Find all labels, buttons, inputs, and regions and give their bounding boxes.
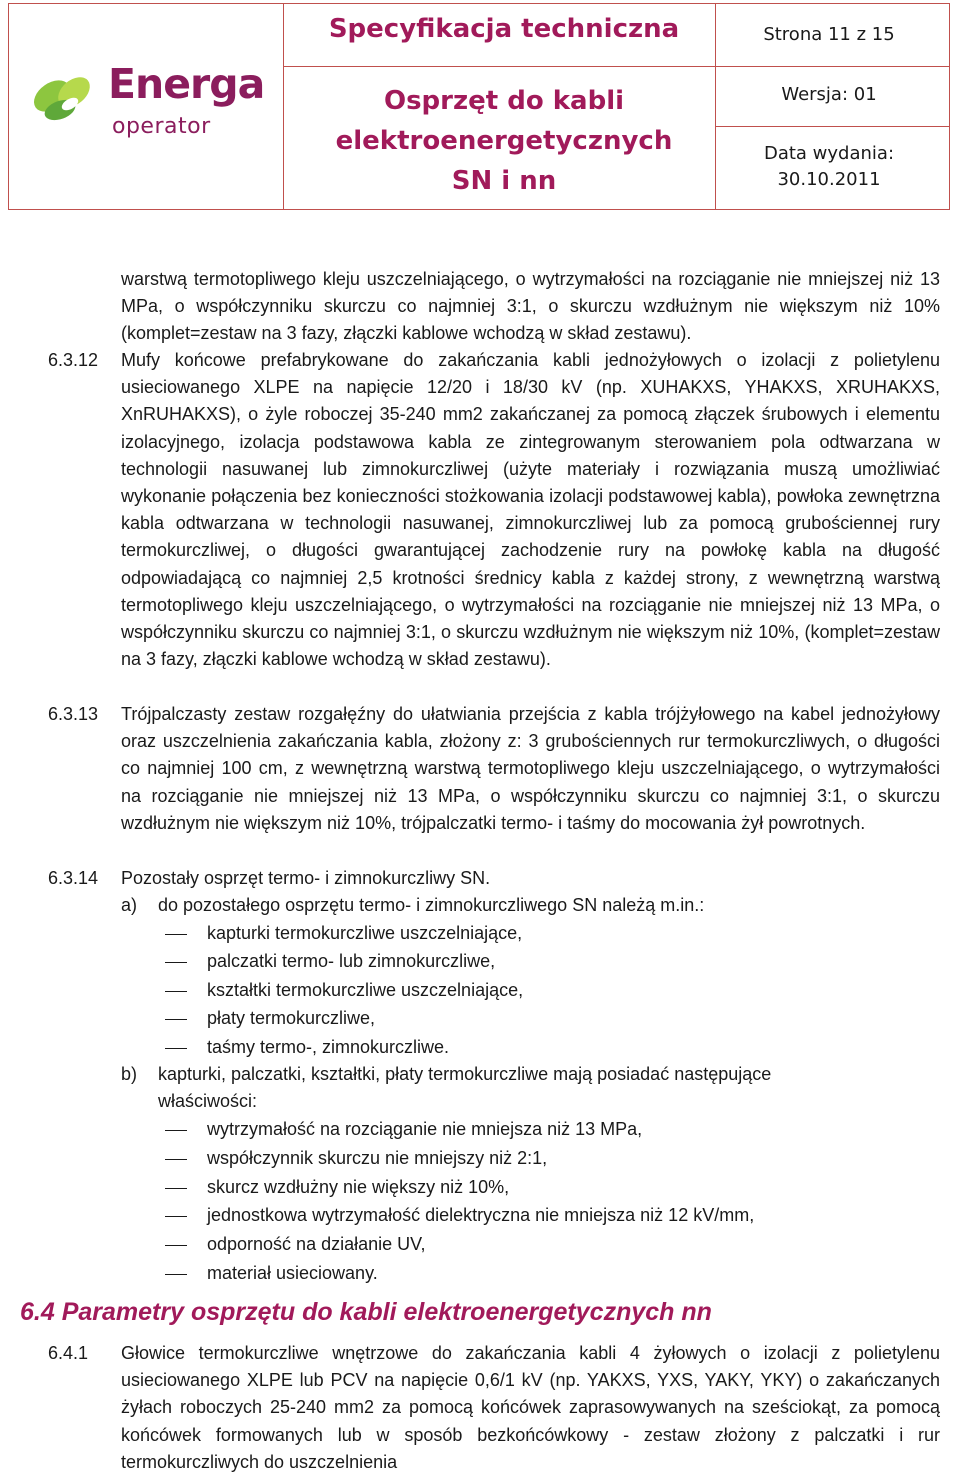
list-item: współczynnik skurczu nie mniejszy niż 2:1,: [207, 1148, 548, 1168]
list-item: jednostkowa wytrzymałość dielektryczna nie mniejsza niż 12 kV/mm,: [207, 1205, 755, 1225]
version-label: Wersja: 01: [781, 84, 877, 105]
section-number: 6.4.1: [48, 1343, 89, 1363]
section-number: 6.3.14: [48, 868, 99, 888]
subject-line: elektroenergetycznych: [335, 126, 673, 156]
list-item: skurcz wzdłużny nie większy niż 10%,: [207, 1177, 510, 1197]
list-item: kapturki termokurczliwe uszczelniające,: [207, 923, 523, 943]
list-b-text: właściwości:: [158, 1091, 258, 1111]
list-a-text: do pozostałego osprzętu termo- i zimnokurczliwego SN należą m.in.:: [158, 895, 705, 915]
header-divider: [283, 66, 949, 67]
logo-wordmark: Energa: [108, 60, 265, 108]
section-heading-6-4: 6.4 Parametry osprzętu do kabli elektroenergetycznych nn: [20, 1298, 712, 1326]
list-item: płaty termokurczliwe,: [207, 1008, 376, 1028]
page-number: Strona 11 z 15: [763, 24, 895, 45]
logo-subtitle: operator: [112, 114, 211, 139]
dash-bullet: [165, 962, 187, 963]
list-item: taśmy termo-, zimnokurczliwe.: [207, 1037, 450, 1057]
list-b-text: kapturki, palczatki, kształtki, płaty termokurczliwe mają posiadać następujące: [158, 1064, 772, 1084]
dash-bullet: [165, 934, 187, 935]
list-item: materiał usieciowany.: [207, 1263, 378, 1283]
energa-logo: [22, 58, 265, 148]
list-item: kształtki termokurczliwe uszczelniające,: [207, 980, 524, 1000]
document-type-title: Specyfikacja techniczna: [328, 14, 680, 44]
dash-bullet: [165, 1216, 187, 1217]
dash-bullet: [165, 1048, 187, 1049]
subject-line: Osprzęt do kabli: [383, 86, 625, 116]
dash-bullet: [165, 1274, 187, 1275]
section-number: 6.3.13: [48, 704, 99, 724]
list-marker: b): [121, 1064, 138, 1084]
dash-bullet: [165, 1019, 187, 1020]
section-6-3-14-text: Pozostały osprzęt termo- i zimnokurczliwy SN.: [121, 868, 491, 888]
document-subject: [284, 81, 724, 201]
dash-bullet: [165, 1159, 187, 1160]
header-divider: [715, 126, 949, 127]
section-6-4-1-text: Głowice termokurczliwe wnętrzowe do zakańczania kabli 4 żyłowych o izolacji z polietylenu usieciowanego XLPE lub PCV na napięcie 0,6/1 kV (np. YAKXS, YXS, YAKY, YKY) o zakańczanych żyłach roboczych 25-240 mm2 za pomocą końcówek zaprasowywanych na sześciokąt, za pomocą końcówek formowanych lub w sposób bezkońcówkowy - zestaw złożony z palczatki i rur termokurczliwych do uszczelnienia: [121, 1343, 940, 1472]
dash-bullet: [165, 991, 187, 992]
dash-bullet: [165, 1188, 187, 1189]
leaf-icon: [30, 62, 100, 132]
section-number: 6.3.12: [48, 350, 99, 370]
list-item: odporność na działanie UV,: [207, 1234, 426, 1254]
list-item: wytrzymałość na rozciąganie nie mniejsza niż 13 MPa,: [207, 1119, 643, 1139]
dash-bullet: [165, 1245, 187, 1246]
subject-line: SN i nn: [451, 166, 557, 196]
paragraph-continuation: warstwą termotopliwego kleju uszczelniającego, o wytrzymałości na rozciąganie nie mniejszej niż 13 MPa, o współczynniku skurczu co najmniej 3:1, o skurczu wzdłużnym nie większym niż 10% (komplet=zestaw na 3 fazy, złączki kablowe wchodzą w skład zestawu).: [121, 269, 940, 344]
list-marker: a): [121, 895, 138, 915]
dash-bullet: [165, 1130, 187, 1131]
section-6-3-12-text: Mufy końcowe prefabrykowane do zakańczania kabli jednożyłowych o izolacji z polietylenu usieciowanego XLPE na napięcie 12/20 i 18/30 kV (np. XUHAKXS, YHAKXS, XRUHAKXS, XnRUHAKXS), o żyle roboczej 35-240 mm2 zakańczanej za pomocą złączek śrubowych i elementu izolacyjnego, izolacja podstawowa kabla ze zintegrowanym sterowaniem pola odtwarzana w technologii nasuwanej lub zimnokurczliwej (użyte materiały i rozwiązania muszą umożliwiać wykonanie połączenia bez konieczności stożkowania izolacji podstawowej kabla), powłoka zewnętrzna kabla odtwarzana w technologii nasuwanej, zimnokurczliwej lub za pomocą grubościennej rury termokurczliwej, o długości gwarantującej zachodzenie rury na powłokę kabla na długość odpowiadającą co najmniej 2,5 krotności średnicy kabla z każdej strony, z wewnętrzną warstwą termotopliwego kleju uszczelniającego, o wytrzymałości na rozciąganie nie mniejszej niż 13 MPa, o współczynniku skurczu co najmniej 3:1, o skurczu wzdłużnym nie większym niż 10%, (komplet=zestaw na 3 fazy, złączki kablowe wchodzą w skład zestawu).: [121, 350, 940, 670]
list-item: palczatki termo- lub zimnokurczliwe,: [207, 951, 496, 971]
issue-date-value: 30.10.2011: [777, 169, 881, 190]
section-6-3-13-text: Trójpalczasty zestaw rozgałęźny do ułatwiania przejścia z kabla trójżyłowego na kabel jednożyłowy oraz uszczelnienia zakańczania kabla, złożony z: 3 grubościennych rur termokurczliwych, o długości co najmniej 100 cm, z wewnętrzną warstwą termotopliwego kleju uszczelniającego, o wytrzymałości na rozciąganie nie mniejszej niż 13 MPa, o współczynniku skurczu co najmniej 3:1, o skurczu wzdłużnym nie większym niż 10%, trójpalczatki termo- i taśmy do mocowania żył powrotnych.: [121, 704, 940, 833]
issue-date-label: Data wydania:: [763, 143, 895, 164]
